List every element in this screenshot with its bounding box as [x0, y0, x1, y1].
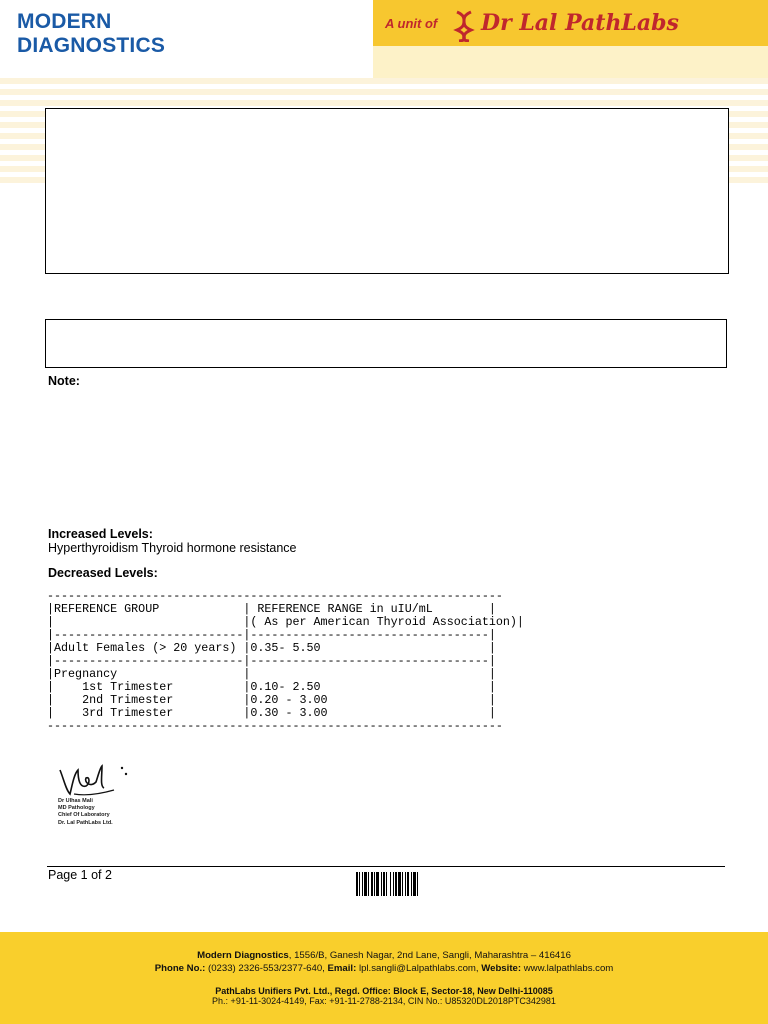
partner-name: Dr Lal PathLabs — [481, 10, 679, 36]
footer-website: www.lalpathlabs.com — [521, 963, 614, 974]
increased-levels-label: Increased Levels: — [48, 527, 153, 541]
signatory-block — [58, 798, 113, 827]
reference-range-table: ----------------------------------------------------------------- |REFERENCE GROUP | REFERENCE RANGE in uIU/mL | | |( As per American Thyroid Association)| |---------------------------|----------------------------------| |Adult Females (> 20 years) |0.35- 5.50 | |---------------------------|----------------------------------| |Pregnancy | | | 1st Trimester |0.10- 2.50 | | 2nd Trimester |0.20 - 3.00 | | 3rd Trimester |0.30 - 3.00 | ----------------------------------------------------------------- — [47, 589, 524, 733]
signatory-name: Dr Ulhas Mali — [58, 798, 93, 804]
footer-phone-label: Phone No.: — [154, 963, 206, 974]
unit-of-label: A unit of — [385, 16, 438, 31]
footer-phone: (0233) 2326-553/2377-640, — [205, 963, 328, 974]
footer-company: Modern Diagnostics — [197, 950, 289, 961]
signatory-org: Dr. Lal PathLabs Ltd. — [58, 819, 113, 826]
footer-address-line — [0, 950, 768, 961]
dna-helix-icon — [453, 10, 475, 42]
handwritten-signature — [56, 760, 136, 800]
increased-levels-text: Hyperthyroidism Thyroid hormone resistance — [48, 541, 297, 555]
signatory-qualification: MD Pathology — [58, 805, 95, 812]
test-result-box — [45, 319, 727, 368]
footer-contact-line — [0, 963, 768, 974]
footer-website-label: Website: — [481, 963, 522, 974]
footer-email: lpl.sangli@Lalpathlabs.com, — [356, 963, 482, 974]
footer — [0, 932, 768, 1024]
patient-details-box — [45, 108, 729, 274]
footer-corporate-line: PathLabs Unifiers Pvt. Ltd., Regd. Office: Block E, Sector-18, New Delhi-110085 — [215, 986, 553, 996]
footer-corporate-contact: Ph.: +91-11-3024-4149, Fax: +91-11-2788-2134, CIN No.: U85320DL2018PTC342981 — [212, 996, 556, 1006]
decreased-levels-label: Decreased Levels: — [48, 566, 158, 580]
modern-diagnostics-logo — [17, 10, 165, 58]
note-label: Note: — [48, 374, 80, 388]
barcode-icon — [356, 872, 462, 896]
page-number: Page 1 of 2 — [48, 868, 112, 882]
footer-address: , 1556/B, Ganesh Nagar, 2nd Lane, Sangli, Maharashtra – 416416 — [288, 950, 571, 961]
brand-line-2: DIAGNOSTICS — [17, 34, 166, 57]
footer-email-label: Email: — [327, 963, 357, 974]
signatory-title: Chief Of Laboratory — [58, 812, 110, 819]
brand-line-1: MODERN — [17, 10, 112, 33]
page-divider — [47, 866, 725, 867]
lal-pathlabs-banner — [373, 0, 768, 78]
